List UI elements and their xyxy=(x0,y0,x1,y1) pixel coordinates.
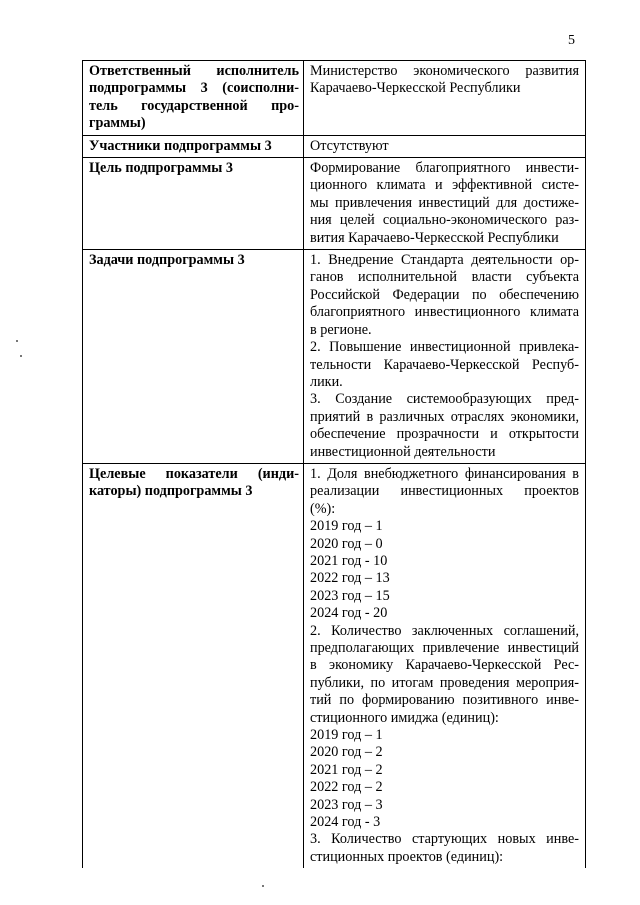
value-line: в экономику Карачаево-Черкесской Рес- xyxy=(310,657,579,674)
row-value-cell xyxy=(304,158,586,250)
value-line: Отсутствуют xyxy=(310,137,389,154)
scan-speck xyxy=(262,885,264,887)
value-line: 2024 год - 3 xyxy=(310,814,381,831)
table-row-responsible-executor xyxy=(83,61,586,136)
value-line: реализации инвестиционных проектов xyxy=(310,483,579,500)
value-line: тий по формированию позитивного инве- xyxy=(310,692,579,709)
label-line: Участники подпрограммы 3 xyxy=(89,137,272,154)
value-line: 2019 год – 1 xyxy=(310,727,383,744)
value-line: обеспечение прозрачности и открытости xyxy=(310,426,579,443)
label-line: граммы) xyxy=(89,115,146,132)
value-line: 3. Количество стартующих новых инве- xyxy=(310,831,579,848)
value-line: вития Карачаево-Черкесской Республики xyxy=(310,229,559,246)
table-row-goal xyxy=(83,158,586,250)
label-line: подпрограммы 3 (соисполни- xyxy=(89,80,299,97)
value-line: благоприятного инвестиционного климата xyxy=(310,304,579,321)
table-row-participants xyxy=(83,135,586,157)
value-line: 2022 год – 13 xyxy=(310,570,390,587)
label-line: Целевые показатели (инди- xyxy=(89,465,299,482)
label-line: Ответственный исполнитель xyxy=(89,63,299,79)
row-label-cell xyxy=(83,250,304,464)
value-line: предполагающих привлечение инвестиций xyxy=(310,640,579,656)
value-line: Российской Федерации по обеспечению xyxy=(310,286,579,303)
value-line: Формирование благоприятного инвести- xyxy=(310,160,579,177)
row-value-cell xyxy=(304,61,586,136)
value-line: 2. Повышение инвестиционной привлека- xyxy=(310,339,579,356)
value-line: 2022 год – 2 xyxy=(310,779,383,796)
scan-speck xyxy=(16,340,18,342)
page-number: 5 xyxy=(568,33,575,48)
subprogram-passport-table xyxy=(82,60,586,868)
value-line: мы привлечения инвестиций для достиже- xyxy=(310,194,579,211)
label-line: Цель подпрограммы 3 xyxy=(89,160,234,177)
value-line: 2021 год - 10 xyxy=(310,552,388,569)
row-label-cell xyxy=(83,61,304,136)
value-line: лики. xyxy=(310,373,343,390)
value-line: инвестиционной деятельности xyxy=(310,443,496,460)
row-value-cell xyxy=(304,463,586,868)
value-line: 2023 год – 3 xyxy=(310,796,383,813)
value-line: Карачаево-Черкесской Республики xyxy=(310,80,521,97)
value-line: стиционного имиджа (единиц): xyxy=(310,709,499,726)
value-line: 2023 год – 15 xyxy=(310,587,390,604)
value-line: 2021 год – 2 xyxy=(310,761,383,778)
row-label-cell xyxy=(83,135,304,157)
value-line: (%): xyxy=(310,500,336,517)
value-line: Министерство экономического развития xyxy=(310,63,579,79)
value-line: 2024 год - 20 xyxy=(310,605,388,622)
value-line: стиционных проектов (единиц): xyxy=(310,848,504,865)
label-line: Задачи подпрограммы 3 xyxy=(89,252,245,269)
value-line: в регионе. xyxy=(310,321,372,338)
label-line: каторы) подпрограммы 3 xyxy=(89,483,253,500)
row-label-cell xyxy=(83,158,304,250)
value-line: тельности Карачаево-Черкесской Респуб- xyxy=(310,356,579,373)
value-line: ганов исполнительной власти субъекта xyxy=(310,269,579,286)
value-line: публики, по итогам проведения мероприя- xyxy=(310,674,579,691)
value-line: ния целей социально-экономического раз- xyxy=(310,212,579,229)
row-label-cell xyxy=(83,463,304,868)
value-line: 1. Доля внебюджетного финансирования в xyxy=(310,465,579,482)
value-line: приятий в различных отраслях экономики, xyxy=(310,408,579,425)
label-line: тель государственной про- xyxy=(89,97,299,114)
value-line: 2020 год – 2 xyxy=(310,744,383,761)
table-row-target-indicators xyxy=(83,463,586,868)
value-line: 2020 год – 0 xyxy=(310,535,383,552)
table-row-tasks xyxy=(83,250,586,464)
value-line: 2. Количество заключенных соглашений, xyxy=(310,622,579,639)
scan-speck xyxy=(20,355,22,357)
value-line: ционного климата и эффективной систе- xyxy=(310,177,579,194)
value-line: 3. Создание системообразующих пред- xyxy=(310,391,579,408)
row-value-cell xyxy=(304,135,586,157)
value-line: 1. Внедрение Стандарта деятельности ор- xyxy=(310,252,579,269)
value-line: 2019 год – 1 xyxy=(310,518,383,535)
row-value-cell xyxy=(304,250,586,464)
